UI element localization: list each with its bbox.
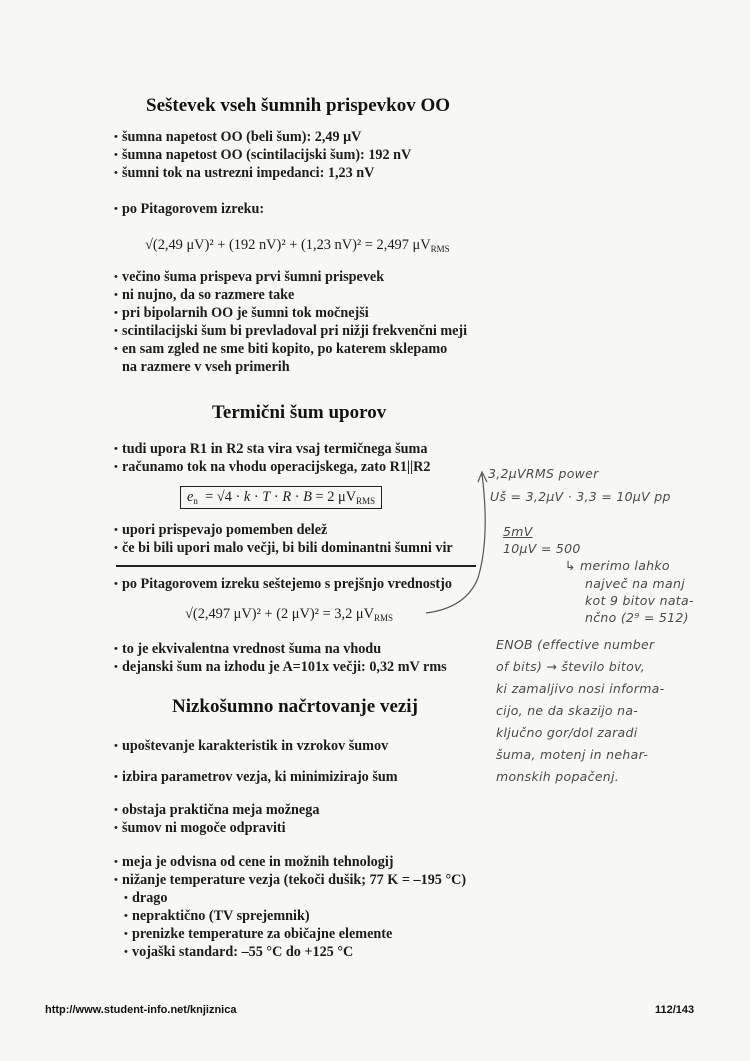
sub-list-item: • drago [124, 889, 466, 907]
list-item: • scintilacijski šum bi prevladoval pri nižji frekvenčni meji [114, 322, 467, 340]
list-item: • dejanski šum na izhodu je A=101x večji: 0,32 mV rms [114, 658, 447, 676]
formula-subscript: RMS [374, 613, 394, 623]
list-item: • pri bipolarnih OO je šumni tok močnejši [114, 304, 467, 322]
handwritten-bracket [420, 468, 500, 618]
handwritten-note: monskih popačenj. [496, 769, 620, 784]
handwritten-note: največ na manj [585, 576, 685, 591]
list-item: • meja je odvisna od cene in možnih tehnologij [114, 853, 466, 871]
handwritten-note: of bits) → število bitov, [496, 659, 646, 674]
bullet-list [114, 521, 453, 557]
list-item: • računamo tok na vhodu operacijskega, zato R1||R2 [114, 458, 431, 476]
list-item-continuation [114, 358, 467, 376]
list-item: • ni nujno, da so razmere take [114, 286, 467, 304]
list-item: • po Pitagorovem izreku: [114, 200, 264, 218]
handwritten-note: ključno gor/dol zaradi [496, 725, 638, 740]
bullet-list [114, 853, 466, 961]
formula [185, 606, 393, 623]
handwritten-note: 5mV [503, 524, 533, 539]
list-item: • tudi upora R1 in R2 sta vira vsaj termičnega šuma [114, 440, 431, 458]
handwritten-note: ENOB (effective number [496, 637, 655, 652]
section-title: Termični šum uporov [212, 402, 387, 423]
bullet-list [114, 200, 264, 218]
formula-subscript-n: n [193, 496, 198, 506]
list-item: • po Pitagorovem izreku seštejemo s prejšnjo vrednostjo [114, 575, 452, 593]
list-item: • obstaja praktična meja možnega [114, 801, 319, 819]
page-number: 112/143 [655, 1004, 695, 1016]
footer-url[interactable]: http://www.student-info.net/knjiznica [45, 1004, 237, 1016]
formula-var-e: e [187, 489, 194, 505]
list-item: • upoštevanje karakteristik in vzrokov šumov [114, 737, 388, 755]
handwritten-note: kot 9 bitov nata- [585, 593, 694, 608]
section-title: Seštevek vseh šumnih prispevkov OO [146, 95, 451, 116]
list-item: • en sam zgled ne sme biti kopito, po katerem sklepamo [114, 340, 467, 358]
list-item: • upori prispevajo pomemben delež [114, 521, 453, 539]
handwritten-note: 10μV = 500 [503, 541, 581, 556]
list-item: • šumni tok na ustrezni impedanci: 1,23 nV [114, 164, 411, 182]
bullet-list [114, 128, 411, 182]
list-item: • nižanje temperature vezja (tekoči dušik; 77 K = –195 °C) [114, 871, 466, 889]
sub-list-item: • vojaški standard: –55 °C do +125 °C [124, 943, 466, 961]
bullet-list [114, 768, 398, 786]
handwritten-note: ki zamaljivo nosi informa- [496, 681, 665, 696]
list-item: • šumna napetost OO (scintilacijski šum): 192 nV [114, 146, 411, 164]
formula-text: √(2,49 μV)² + (192 nV)² + (1,23 nV)² = 2,497 μV [145, 237, 431, 253]
bullet-list [114, 440, 431, 476]
bullet-list [114, 737, 388, 755]
bullet-list [114, 640, 447, 676]
list-item: • večino šuma prispeva prvi šumni prispevek [114, 268, 467, 286]
formula-text: = √4 · k · T · R · B = 2 μV [201, 489, 357, 505]
formula-text: √(2,497 μV)² + (2 μV)² = 3,2 μV [185, 606, 374, 622]
handwritten-note: 3,2μVRMS power [488, 466, 599, 481]
handwritten-note: Uš = 3,2μV · 3,3 = 10μV pp [490, 489, 671, 504]
list-item: • to je ekvivalentna vrednost šuma na vhodu [114, 640, 447, 658]
list-item: • šumna napetost OO (beli šum): 2,49 μV [114, 128, 411, 146]
sub-list-item: • nepraktično (TV sprejemnik) [124, 907, 466, 925]
bullet-list [114, 268, 467, 376]
formula-subscript: RMS [356, 496, 376, 506]
handwritten-note: cijo, ne da skazijo na- [496, 703, 639, 718]
boxed-formula [180, 486, 382, 509]
handwritten-note: nčno (2⁹ = 512) [585, 610, 689, 625]
bullet-list [114, 801, 319, 837]
formula-subscript: RMS [430, 244, 450, 254]
sub-list-item: • prenizke temperature za običajne elemente [124, 925, 466, 943]
list-item: • šumov ni mogoče odpraviti [114, 819, 319, 837]
handwritten-note: šuma, motenj in nehar- [496, 747, 649, 762]
section-title: Nizkošumno načrtovanje vezij [172, 696, 418, 717]
continuation-text: na razmere v vseh primerih [122, 359, 290, 375]
bullet-list [114, 575, 452, 593]
formula [145, 237, 450, 254]
list-item: • izbira parametrov vezja, ki minimizirajo šum [114, 768, 398, 786]
list-item: • če bi bili upori malo večji, bi bili dominantni šumni vir [114, 539, 453, 557]
handwritten-note: ↳ merimo lahko [565, 558, 670, 573]
